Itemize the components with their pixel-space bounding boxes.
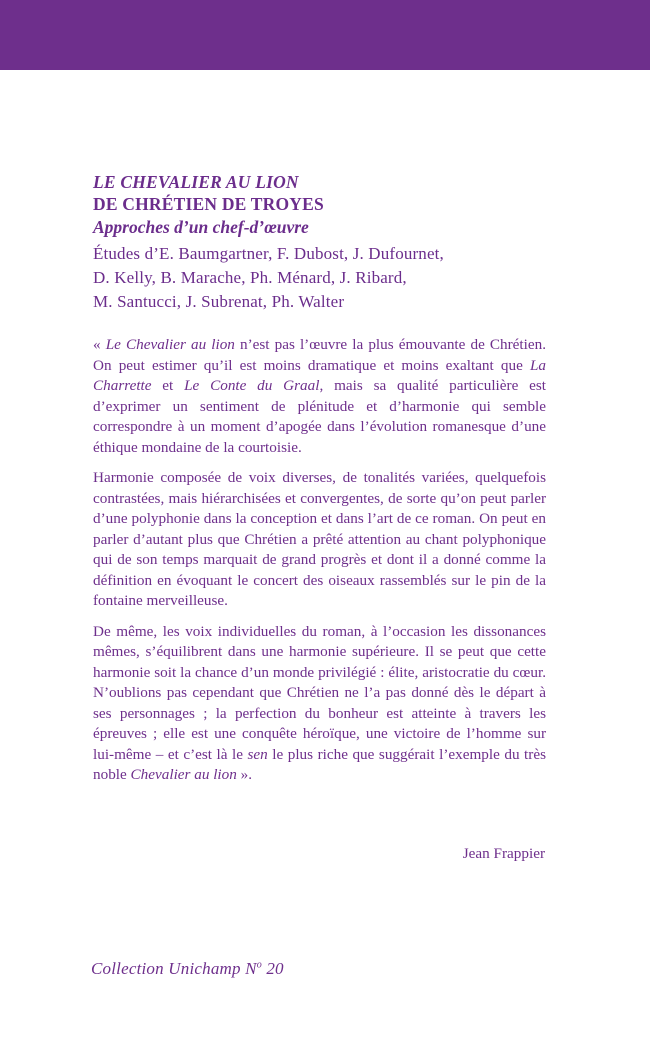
contributors — [93, 242, 563, 314]
paragraph-text: n’est pas l’œuvre la plus émouvante de Chrétien. On peut estimer qu’il est moins dramatique et moins exaltant que — [93, 336, 546, 374]
paragraph-2: Harmonie composée de voix diverses, de tonalités variées, quelquefois contrastées, mais hiérarchisées et convergentes, de sorte qu’on peut parler d’une polyphonie dans la conception et dans l’art de ce roman. On peut en parler d’autant plus que Chrétien a prêté attention au chant polyphonique qui de son temps marquait de grand progrès et dont il a donné comme la définition en évoquant le concert des oiseaux rassemblés sur le pin de la fontaine merveilleuse. — [93, 469, 546, 609]
open-quote: « — [93, 336, 106, 353]
italic-title: Chevalier au lion — [130, 766, 237, 783]
paragraph-text: , mais sa qualité particulière est d’exprimer un sentiment de plénitude et d’harmonie qui semble correspondre à un moment d’apogée dans l’évolution romanesque d’une éthique mondaine de la courtoisie. — [93, 377, 546, 456]
paragraph-3 — [93, 622, 546, 786]
top-color-band — [0, 0, 650, 70]
close-quote: ». — [236, 766, 253, 783]
collection-label — [91, 959, 284, 979]
blurb-text — [93, 335, 546, 796]
paragraph-text: et — [151, 377, 185, 394]
contributors-line: Études d’E. Baumgartner, F. Dubost, J. Dufournet, — [93, 244, 444, 263]
italic-title: Le Chevalier au lion — [105, 336, 235, 353]
italic-word: sen — [247, 745, 268, 763]
book-heading — [93, 171, 563, 314]
collection-text: Collection Unichamp N — [91, 959, 257, 978]
paragraph-text: De même, les voix individuelles du roman, à l’occasion les dissonances mêmes, s’équilibrent dans une harmonie supérieure. Il se peut que cette harmonie soit la chance d’un monde privilégié : élite, aristocratie du cœur. N’oublions pas cependant que Chrétien ne l’a pas donné dès le départ à ses personnages ; la perfection du bonheur est atteinte à travers les épreuves ; elle est une conquête héroïque, une victoire de l’homme sur lui-même – et c’est là le — [93, 622, 546, 763]
paragraph-1 — [93, 335, 546, 458]
signature: Jean Frappier — [462, 845, 545, 862]
contributors-line: M. Santucci, J. Subrenat, Ph. Walter — [93, 292, 345, 311]
number-superscript: o — [256, 959, 262, 971]
italic-title: Le Conte du Graal — [184, 377, 320, 394]
paragraph-text: le plus riche que suggérait l’exemple du très noble — [93, 745, 546, 783]
title-line-2: DE CHRÉTIEN DE TROYES — [93, 194, 324, 214]
title-line-1: LE CHEVALIER AU LION — [93, 172, 299, 192]
italic-title: La Charrette — [93, 356, 546, 394]
subtitle: Approches d’un chef-d’œuvre — [93, 217, 309, 237]
contributors-line: D. Kelly, B. Marache, Ph. Ménard, J. Ribard, — [93, 268, 407, 287]
collection-number: 20 — [261, 959, 284, 978]
